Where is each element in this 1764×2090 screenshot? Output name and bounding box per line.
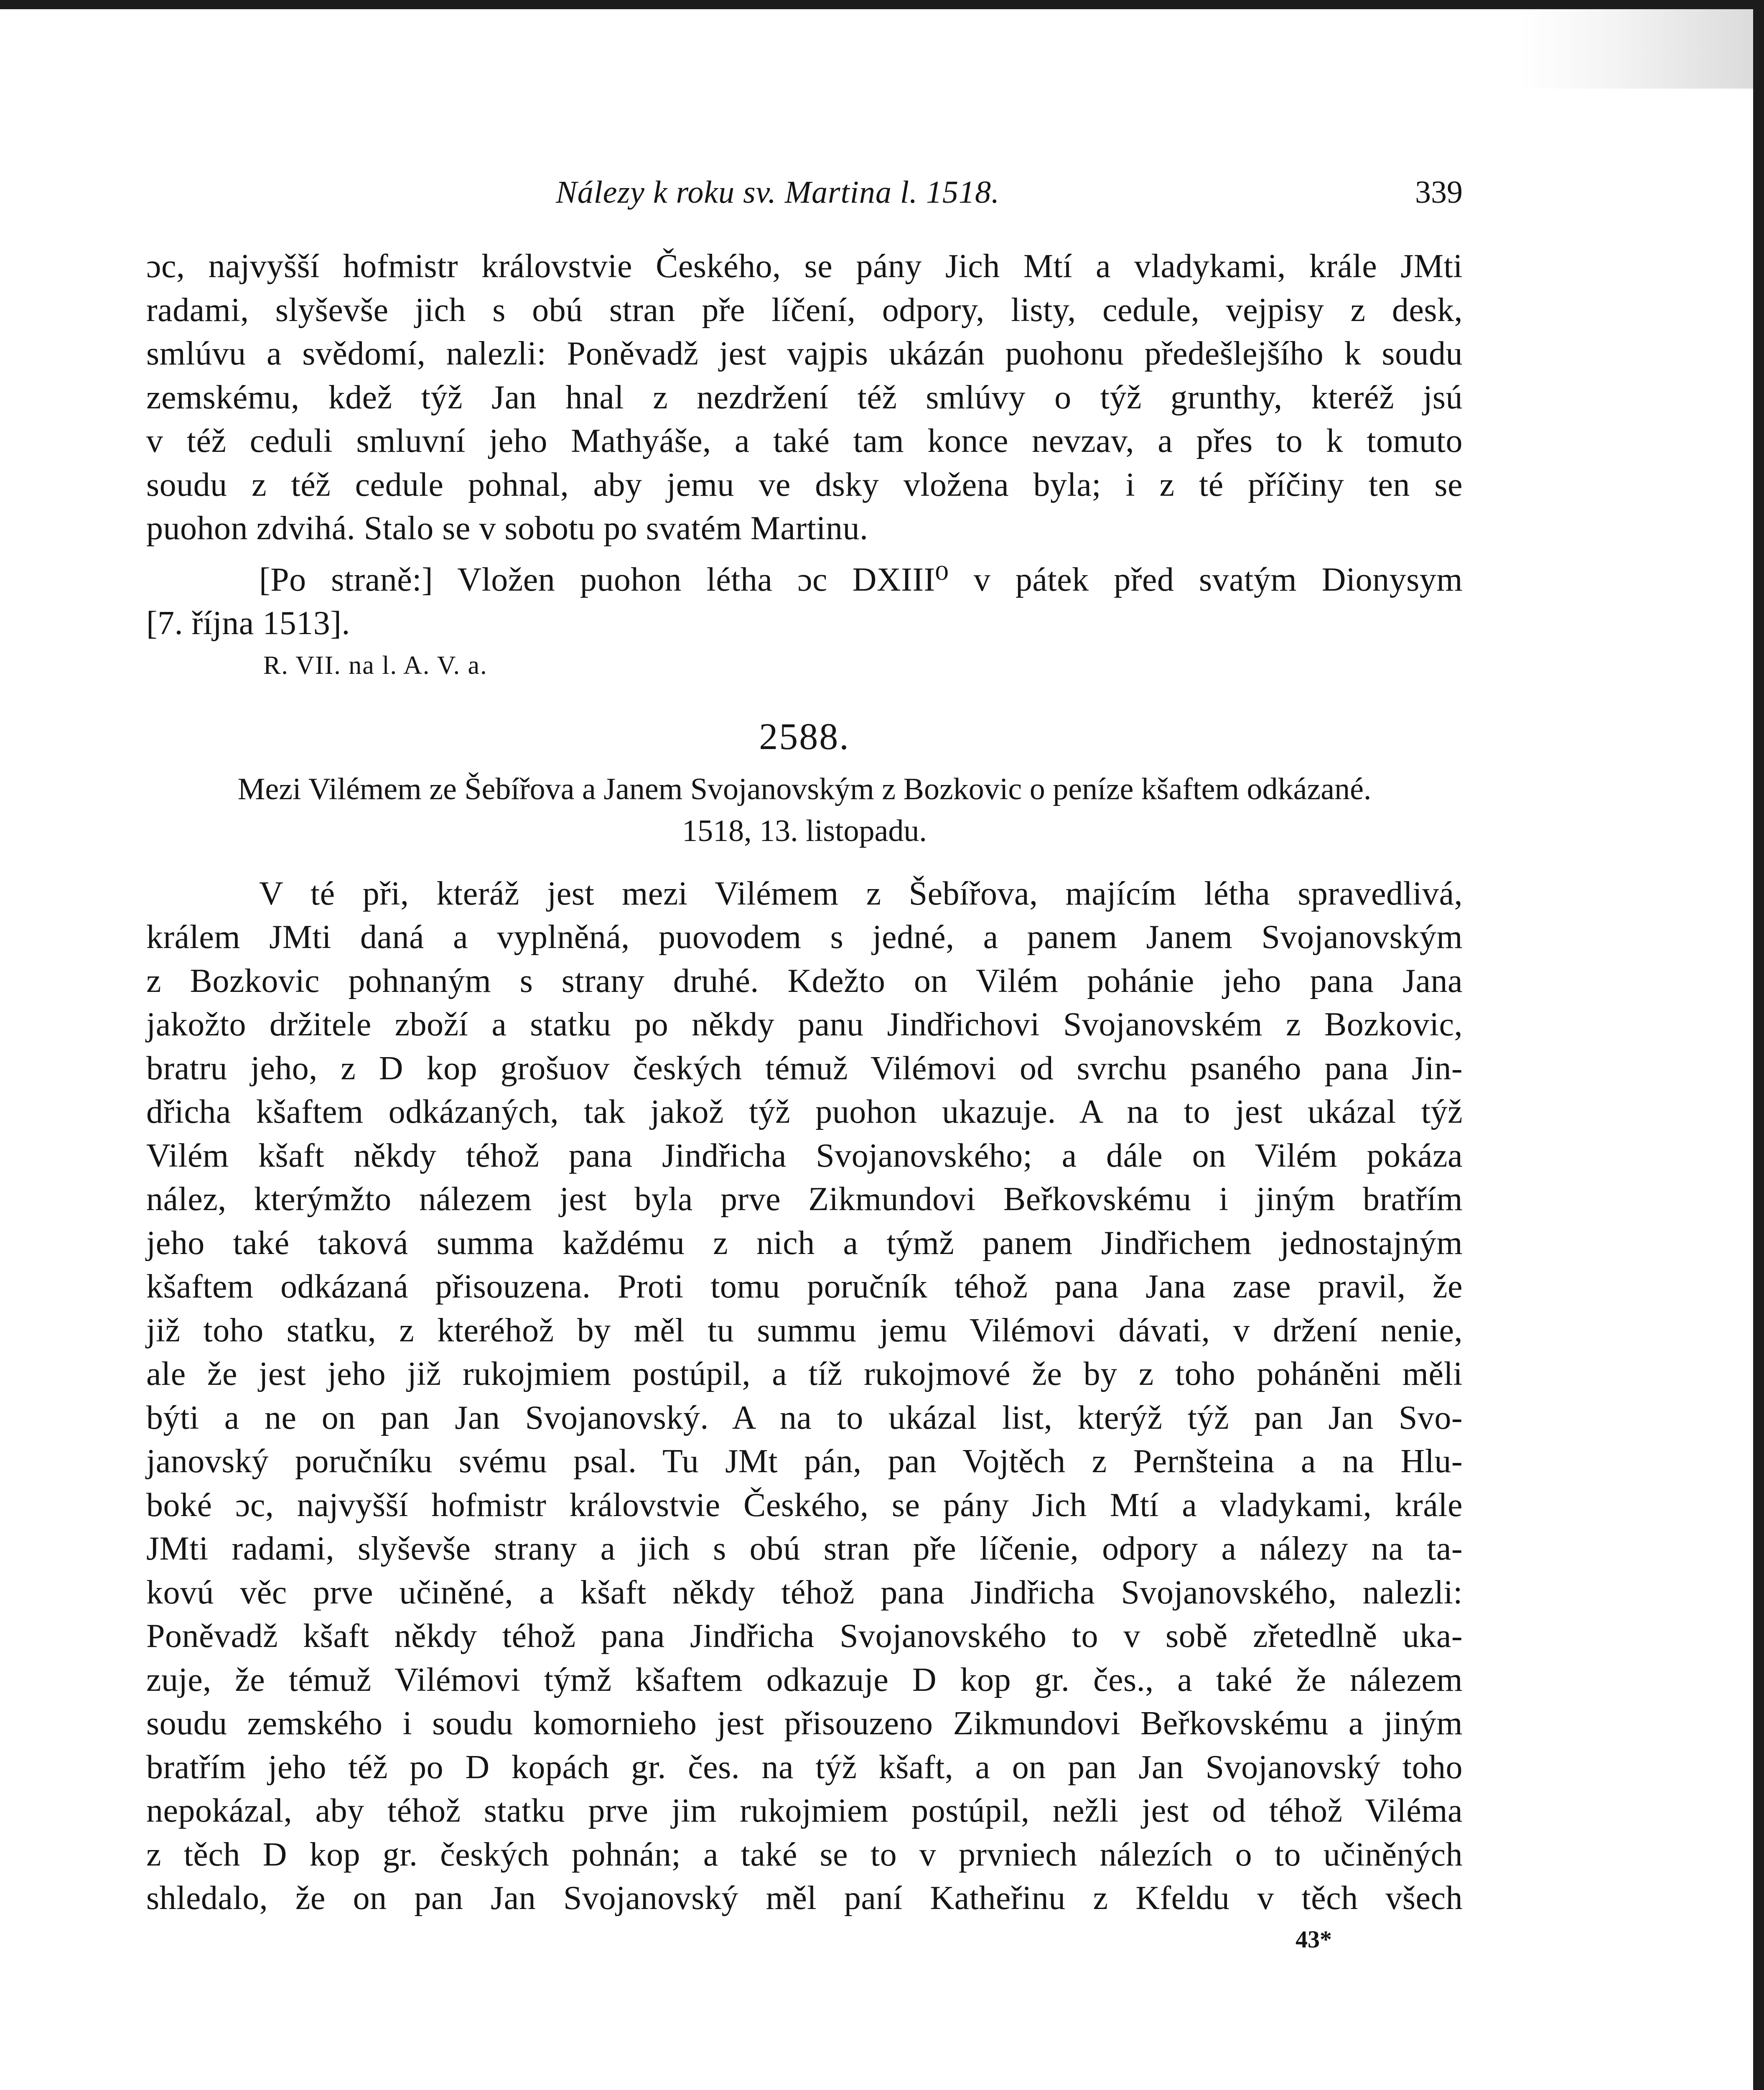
entry-number: 2588.: [759, 716, 850, 757]
text-line: nepokázal, aby téhož statku prve jim rukojmiem postúpil, nežli jest od téhož Viléma: [146, 1792, 1463, 1829]
text-line: soudu zemského i soudu komornieho jest přisouzeno Zikmundovi Beřkovskému a jiným: [146, 1705, 1463, 1742]
signature-mark: 43*: [1296, 1926, 1332, 1953]
text-line: ɔc, najvyšší hofmistr královstvie Českého, se pány Jich Mtí a vladykami, krále JMti: [146, 248, 1463, 285]
text-line: shledalo, že on pan Jan Svojanovský měl paní Katheřinu z Kfeldu v těch všech: [146, 1880, 1463, 1917]
text-line: ale že jest jeho již rukojmiem postúpil, a tíž rukojmové že by z toho poháněni měli: [146, 1356, 1463, 1392]
running-head: [146, 167, 1463, 217]
text-line: puohon zdvihá. Stalo se v sobotu po svatém Martinu.: [146, 510, 868, 547]
text-line: z Bozkovic pohnaným s strany druhé. Kdežto on Vilém pohánie jeho pana Jana: [146, 962, 1463, 999]
text-line: již toho statku, z kteréhož by měl tu summu jemu Vilémovi dávati, v držení nenie,: [146, 1312, 1463, 1349]
text-line: janovský poručníku svému psal. Tu JMt pán, pan Vojtěch z Pernšteina a na Hlu-: [146, 1443, 1463, 1480]
text-line: kovú věc prve učiněné, a kšaft někdy téhož pana Jindřicha Svojanovského, nalezli:: [146, 1574, 1463, 1611]
text-line: bratru jeho, z D kop grošuov českých témuž Vilémovi od svrchu psaného pana Jin-: [146, 1050, 1463, 1087]
text-line: z těch D kop gr. českých pohnán; a také se to v prvniech nálezích o to učiněných: [146, 1836, 1463, 1873]
scan-border-right: [1753, 0, 1764, 2090]
text-line: kšaftem odkázaná přisouzena. Proti tomu poručník téhož pana Jana zase pravil, že: [146, 1268, 1463, 1305]
text-line: Poněvadž kšaft někdy téhož pana Jindřicha Svojanovského to v sobě zřetedlně uka-: [146, 1618, 1463, 1654]
spacer: [146, 551, 1463, 558]
text-line: v též ceduli smluvní jeho Mathyáše, a také tam konce nevzav, a přes to k tomuto: [146, 423, 1463, 459]
text-line: nález, kterýmžto nálezem jest byla prve Zikmundovi Beřkovskému i jiným bratřím: [146, 1181, 1463, 1218]
page-corner-shadow: [1519, 9, 1753, 89]
source-reference: R. VII. na l. A. V. a.: [263, 651, 488, 680]
text-line: býti a ne on pan Jan Svojanovský. A na to ukázal list, kterýž týž pan Jan Svo-: [146, 1399, 1463, 1436]
text-line: smlúvu a svědomí, nalezli: Poněvadž jest vajpis ukázán puohonu předešlejšího k soudu: [146, 335, 1463, 372]
text-line: bratřím jeho též po D kopách gr. čes. na týž kšaft, a on pan Jan Svojanovský toho: [146, 1748, 1463, 1786]
body-paragraph: [146, 872, 1463, 1920]
spacer: [146, 852, 1463, 872]
text-line: soudu z též cedule pohnal, aby jemu ve dsky vložena byla; i z té příčiny ten se: [146, 466, 1463, 503]
text-line: dřicha kšaftem odkázaných, tak jakož týž puohon ukazuje. A na to jest ukázal týž: [146, 1093, 1463, 1130]
spacer: [146, 686, 1463, 706]
margin-note: [146, 558, 1463, 645]
text-line: boké ɔc, najvyšší hofmistr královstvie Českého, se pány Jich Mtí a vladykami, krále: [146, 1486, 1463, 1524]
margin-note-line: [7. října 1513].: [146, 605, 350, 642]
text-line: JMti radami, slyševše strany a jich s obú stran pře líčenie, odpory a nálezy na ta-: [146, 1530, 1463, 1567]
text-line: Vilém kšaft někdy téhož pana Jindřicha Svojanovského; a dále on Vilém pokáza: [146, 1137, 1463, 1174]
text-line: radami, slyševše jich s obú stran pře líčení, odpory, listy, cedule, vejpisy z desk,: [146, 291, 1463, 329]
margin-note-line: [Po straně:] Vložen puohon létha ɔc DXIII⁰ v pátek před svatým Dionysym: [259, 561, 1463, 598]
entry-summary: Mezi Vilémem ze Šebířova a Janem Svojanovským z Bozkovic o peníze kšaftem odkázané.: [237, 772, 1372, 806]
text-line: V té při, kteráž jest mezi Vilémem z Šebířova, majícím létha spravedlivá,: [259, 875, 1463, 912]
entry-date: 1518, 13. listopadu.: [682, 813, 927, 848]
scan-border-top: [0, 0, 1764, 9]
text-line: jeho také taková summa každému z nich a týmž panem Jindřichem jednostajným: [146, 1224, 1463, 1262]
text-line: zuje, že témuž Vilémovi týmž kšaftem odkazuje D kop gr. čes., a také že nálezem: [146, 1661, 1463, 1698]
text-line: jakožto držitele zboží a statku po někdy panu Jindřichovi Svojanovském z Bozkovic,: [146, 1006, 1463, 1043]
text-line: králem JMti daná a vyplněná, puovodem s jedné, a panem Janem Svojanovským: [146, 919, 1463, 956]
intro-paragraph: [146, 245, 1463, 551]
page-number: 339: [1415, 175, 1463, 210]
running-head-title: Nálezy k roku sv. Martina l. 1518.: [556, 175, 1000, 210]
text-block: [146, 245, 1463, 1920]
text-line: zemskému, kdež týž Jan hnal z nezdržení též smlúvy o týž grunthy, kteréž jsú: [146, 379, 1463, 416]
